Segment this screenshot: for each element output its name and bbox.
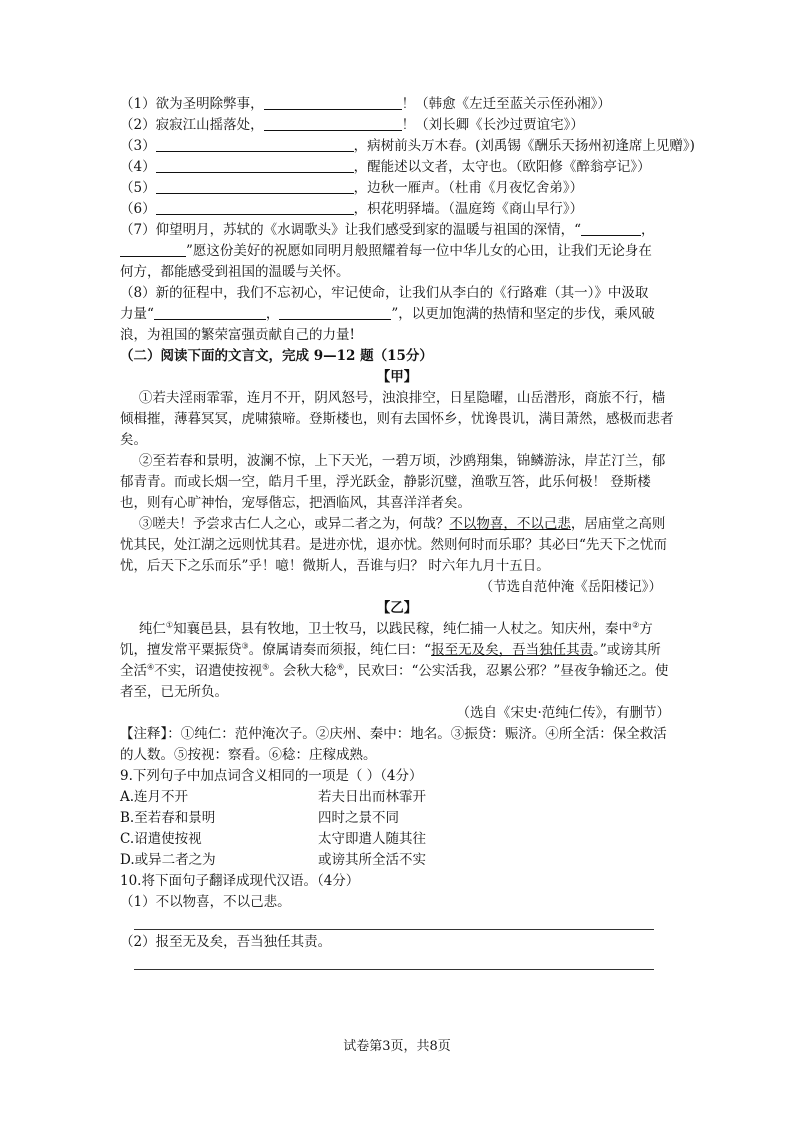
passage-text: ③嗟夫！予尝求古仁人之心，或异二者之为，何哉？ (138, 516, 450, 532)
option-left: C.诏遣使按视 (120, 831, 202, 847)
question-10-sentence-1: （1）不以物喜，不以己悲。 (120, 894, 291, 910)
option-left: D.或异二者之为 (120, 852, 216, 868)
fill-item-8: （8）新的征程中，我们不忘初心，牢记使命，让我们从李白的《行路难（其一）》中汲取 (120, 285, 649, 301)
page-footer: 试卷第3页，共8页 (343, 1039, 451, 1054)
question-10-stem: 10.将下面句子翻译成现代汉语。（4分） (120, 873, 360, 889)
answer-blank[interactable] (264, 94, 402, 110)
answer-blank[interactable] (156, 199, 354, 215)
fill-item-4 (120, 157, 674, 178)
passage-text: ，居庙堂之高则忧其民，处江湖之远则忧其君。是进亦忧，退亦忧。然则何时而乐耶？其必曰“先天下之忧而忧，后天下之乐而乐”乎！噫！微斯人，吾谁与归？ 时六年九月十五日。 (120, 516, 667, 574)
passage-text: 。”或谤其所全活 (120, 642, 661, 679)
answer-blank[interactable] (156, 136, 354, 152)
question-9-option-d[interactable] (120, 850, 674, 871)
answer-blank[interactable] (156, 157, 354, 173)
note-marker: ① (165, 620, 174, 630)
option-left: A.连月不开 (120, 789, 189, 805)
passage-jia-label: 【甲】 (376, 369, 418, 385)
question-9-option-b[interactable] (120, 808, 674, 829)
note-marker: ⑥ (336, 662, 345, 672)
notes: 【注释】：①纯仁：范仲淹次子。②庆州、秦中：地名。③振贷：赈济。④所全活：保全救活的人数。⑤按视：察看。⑥稔：庄稼成熟。 (120, 726, 667, 763)
passage-text: 不实，诏遣使按视 (154, 663, 263, 679)
passage-jia-p2: ②至若春和景明，波澜不惊，上下天光，一碧万顷，沙鸥翔集，锦鳞游泳，岸芷汀兰，郁郁青青。而或长烟一空，皓月千里，浮光跃金，静影沉璧，渔歌互答，此乐何极！ 登斯楼也，则有心旷神怡，宠辱偕忘，把酒临风，其喜洋洋者矣。 (120, 453, 666, 511)
passage-yi-p1 (120, 619, 674, 703)
item-text: （1）欲为圣明除弊事， (120, 96, 264, 112)
note-marker: ④ (147, 662, 155, 672)
passage-text: 知襄邑县，县有牧地，卫士牧马，以践民稼，纯仁捕一人杖之。知庆州，秦中 (173, 621, 633, 637)
item-text: （6） (120, 201, 156, 217)
fill-item-6 (120, 199, 674, 220)
answer-line[interactable] (134, 967, 654, 970)
fill-item-5 (120, 178, 674, 199)
answer-blank[interactable] (156, 178, 354, 194)
passage-jia-p3 (120, 514, 674, 577)
passage-text: 。会秋大稔 (269, 663, 337, 679)
item-text: ，病树前头万木春。(刘禹锡《酬乐天扬州初逢席上见赠》) (353, 138, 695, 154)
underlined-sentence: 报至无及矣，吾当独任其责 (431, 642, 594, 658)
passage-text: 方饥，擅发常平粟振贷 (120, 621, 653, 658)
item-text: 力量“ (120, 306, 154, 322)
item-text: （5） (120, 180, 156, 196)
fill-item-7-line2 (120, 241, 674, 262)
exam-page (120, 94, 695, 972)
option-right: 太守即遣人随其往 (318, 831, 426, 847)
item-text: （4） (120, 159, 156, 175)
passage-jia-p1: ①若夫淫雨霏霏，连月不开，阴风怒号，浊浪排空，日星隐曜，山岳潜形，商旅不行，樯倾楫摧，薄暮冥冥，虎啸猿啼。登斯楼也，则有去国怀乡，忧谗畏讥，满目萧然，感极而悲者矣。 (120, 390, 674, 448)
passage-yi-source: （选自《宋史·范纯仁传》，有删节） (456, 705, 670, 721)
fill-item-1 (120, 94, 674, 115)
option-right: 四时之景不同 (318, 810, 399, 826)
item-text: ”愿这份美好的祝愿如同明月般照耀着每一位中华儿女的心田，让我们无论身在 (186, 243, 652, 259)
item-text: ，边秋一雁声。（杜甫《月夜忆舍弟》） (353, 180, 584, 196)
item-text: ，醒能述以文者，太守也。（欧阳修《醉翁亭记》） (353, 159, 651, 175)
item-text: （3） (120, 138, 156, 154)
note-marker: ⑤ (262, 662, 270, 672)
item-text: ， (641, 222, 655, 238)
fill-item-7 (120, 220, 674, 241)
question-9-option-c[interactable] (120, 829, 674, 850)
passage-text: 纯仁 (138, 621, 166, 637)
item-text: （2）寂寂江山摇落处， (120, 117, 264, 133)
note-marker: ② (632, 620, 640, 630)
item-text: ”，以更加饱满的热情和坚定的步伐，乘风破 (391, 306, 655, 322)
option-right: 若夫日出而林霏开 (318, 789, 426, 805)
underlined-sentence: 不以物喜，不以己悲 (449, 516, 571, 532)
answer-blank[interactable] (279, 304, 391, 320)
question-9-stem: 9.下列句子中加点词含义相同的一项是（ ）（4分） (120, 768, 423, 784)
passage-yi-label: 【乙】 (376, 600, 418, 616)
fill-item-7-line3: 何方，都能感受到祖国的温暖与关怀。 (120, 264, 350, 280)
answer-blank[interactable] (120, 241, 186, 257)
fill-item-2 (120, 115, 674, 136)
item-text: ！（韩愈《左迁至蓝关示侄孙湘》） (401, 96, 611, 112)
option-right: 或谤其所全活不实 (318, 852, 426, 868)
item-text: ！（刘长卿《长沙过贾谊宅》） (401, 117, 584, 133)
answer-line[interactable] (134, 927, 654, 930)
fill-item-8-line2 (120, 304, 674, 325)
passage-text: ，民欢曰：“公实活我，忍累公邪？”昼夜争输还之。使者至，已无所负。 (120, 663, 669, 700)
fill-item-3 (120, 136, 695, 157)
answer-blank[interactable] (581, 220, 641, 236)
answer-blank[interactable] (154, 304, 266, 320)
fill-item-8-line3: 浪，为祖国的繁荣富强贡献自己的力量! (120, 327, 355, 343)
note-marker: ③ (241, 641, 249, 651)
option-left: B.至若春和景明 (120, 810, 216, 826)
section-heading: （二）阅读下面的文言文，完成 9—12 题（15分） (120, 348, 433, 364)
passage-jia-source: （节选自范仲淹《岳阳楼记》） (479, 579, 662, 595)
passage-text: 。僚属请奏而须报，纯仁曰：“ (248, 642, 432, 658)
question-9-option-a[interactable] (120, 787, 674, 808)
item-text: ， (265, 306, 280, 322)
question-10-sentence-2: （2）报至无及矣，吾当独任其责。 (120, 934, 332, 950)
item-text: ，枳花明驿墙。（温庭筠《商山早行》） (353, 201, 584, 217)
item-text: （7）仰望明月，苏轼的《水调歌头》让我们感受到家的温暖与祖国的深情，“ (120, 222, 581, 238)
answer-blank[interactable] (264, 115, 402, 131)
